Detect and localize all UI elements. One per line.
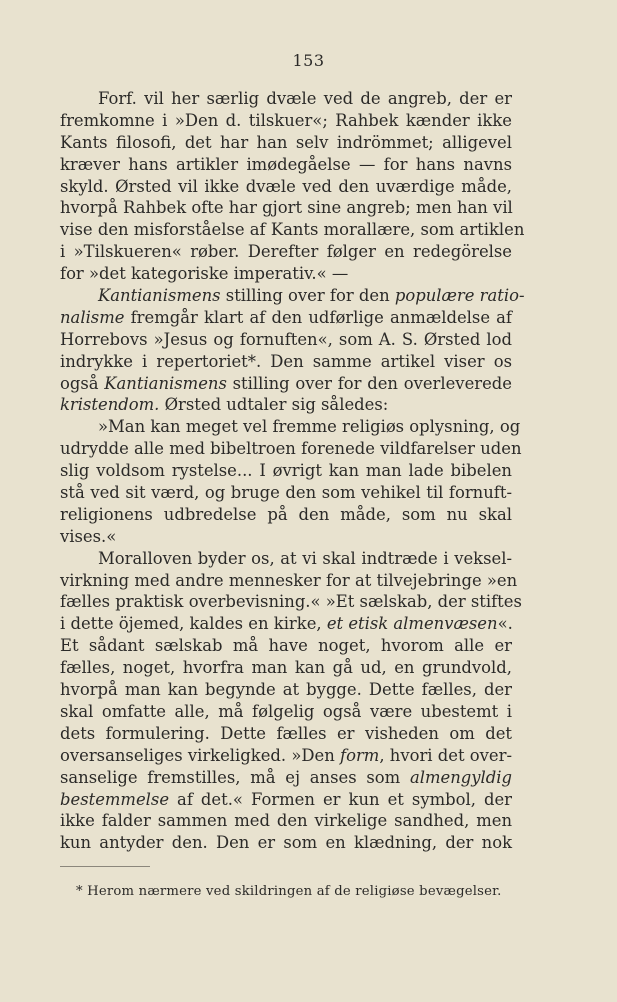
text-line: Kants filosofi, det har han selv indrömmet; alligevel — [60, 132, 512, 152]
text-line: hvorpå man kan begynde at bygge. Dette fælles, der — [60, 680, 512, 700]
text-line: »Man kan meget vel fremme religiøs oplysning, og — [98, 417, 521, 437]
text-line: i dette öjemed, kaldes en kirke, et etisk almenvæsen«. — [60, 614, 513, 634]
text-line: skal omfatte alle, må følgelig også være ubestemt i — [60, 701, 512, 721]
text-line: indrykke i repertoriet*. Den samme artikel viser os — [60, 351, 512, 371]
text-line: ikke falder sammen med den virkelige sandhed, men — [60, 811, 512, 831]
text-line: dets formulering. Dette fælles er visheden om det — [60, 723, 512, 743]
text-line: vises.« — [60, 526, 117, 546]
text-line: stå ved sit værd, og bruge den som vehikel til fornuft- — [60, 483, 512, 503]
text-line: for »det kategoriske imperativ.« — — [60, 264, 349, 284]
text-line: virkning med andre mennesker for at tilvejebringe »en — [60, 570, 518, 590]
text-line: slig voldsom rystelse... I øvrigt kan man lade bibelen — [60, 461, 512, 481]
text-line: i »Tilskueren« røber. Derefter følger en redegörelse — [60, 242, 512, 262]
page-number: 153 — [292, 51, 325, 70]
text-line: skyld. Ørsted vil ikke dvæle ved den uværdige måde, — [60, 176, 512, 196]
text-line: bestemmelse af det.« Formen er kun et symbol, der — [60, 789, 512, 809]
footnote-rule — [60, 866, 150, 867]
text-line: fremkomne i »Den d. tilskuer«; Rahbek kænder ikke — [60, 110, 512, 130]
text-line: sanselige fremstilles, må ej anses som almengyldig — [60, 767, 512, 787]
text-line: udrydde alle med bibeltroen forenede vildfarelser uden — [60, 439, 522, 459]
text-line: vise den misforståelse af Kants morallære, som artiklen — [60, 220, 525, 240]
text-line: Et sådant sælskab må have noget, hvorom alle er — [60, 636, 512, 656]
text-line: hvorpå Rahbek ofte har gjort sine angreb; men han vil — [60, 198, 513, 218]
body-text — [60, 88, 525, 854]
text-line: Forf. vil her særlig dvæle ved de angreb, der er — [98, 89, 512, 108]
text-line: kræver hans artikler imødegåelse — for hans navns — [60, 154, 512, 174]
text-line: oversanseliges virkeligked. »Den form, hvori det over- — [60, 745, 512, 765]
text-line: fælles praktisk overbevisning.« »Et sælskab, der stiftes — [60, 592, 522, 612]
text-line: også Kantianismens stilling over for den overleverede — [60, 373, 512, 393]
text-line: kristendom. Ørsted udtaler sig således: — [60, 395, 389, 415]
footnote: * Herom nærmere ved skildringen af de religiøse bevægelser. — [76, 884, 502, 899]
text-line: nalisme fremgår klart af den udførlige anmældelse af — [60, 307, 512, 327]
text-line: Horrebovs »Jesus og fornuften«, som A. S. Ørsted lod — [60, 329, 512, 349]
text-line: kun antyder den. Den er som en klædning, der nok — [60, 833, 512, 853]
text-line: Kantianismens stilling over for den populære ratio- — [98, 286, 525, 306]
text-line: Moralloven byder os, at vi skal indtræde i veksel- — [98, 548, 512, 568]
text-line: fælles, noget, hvorfra man kan gå ud, en grundvold, — [60, 658, 512, 678]
text-line: religionens udbredelse på den måde, som nu skal — [60, 504, 512, 524]
